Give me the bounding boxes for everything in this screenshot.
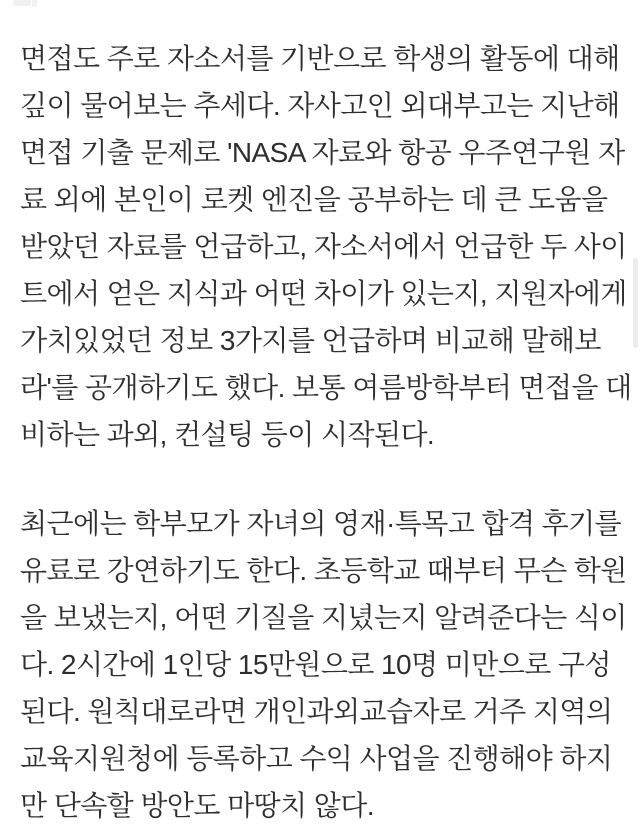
- text-line: 료 외에 본인이 로켓 엔진을 공부하는 데 큰 도움을: [20, 184, 608, 215]
- text-line: 깊이 물어보는 추세다. 자사고인 외대부고는 지난해: [20, 90, 620, 121]
- text-line: 다. 2시간에 1인당 15만원으로 10명 미만으로 구성: [20, 649, 611, 680]
- clipped-text-fragment: [32, 0, 37, 7]
- text-line: 을 보냈는지, 어떤 기질을 지녔는지 알려준다는 식이: [20, 602, 627, 633]
- text-line: 최근에는 학부모가 자녀의 영재·특목고 합격 후기를: [20, 508, 622, 539]
- text-line: 비하는 과외, 컨설팅 등이 시작된다.: [20, 419, 435, 450]
- text-line: 된다. 원칙대로라면 개인과외교습자로 거주 지역의: [20, 696, 613, 727]
- scrollbar-thumb[interactable]: [633, 258, 638, 348]
- text-line: 유료로 강연하기도 한다. 초등학교 때부터 무슨 학원: [20, 555, 627, 586]
- text-line: 받았던 자료를 언급하고, 자소서에서 언급한 두 사이: [20, 231, 627, 262]
- article-paragraph: [20, 500, 627, 828]
- text-line: 만 단속할 방안도 마땅치 않다.: [20, 790, 374, 821]
- article-body: [20, 35, 632, 828]
- text-line: 가치있었던 정보 3가지를 언급하며 비교해 말해보: [20, 325, 601, 356]
- text-line: 트에서 얻은 지식과 어떤 차이가 있는지, 지원자에게: [20, 278, 627, 309]
- text-line: 라'를 공개하기도 했다. 보통 여름방학부터 면접을 대: [20, 372, 632, 403]
- text-line: 면접 기출 문제로 'NASA 자료와 항공 우주연구원 자: [20, 137, 625, 168]
- article-paragraph: [20, 35, 632, 458]
- text-line: 교육지원청에 등록하고 수익 사업을 진행해야 하지: [20, 743, 613, 774]
- clipped-text-fragment: [13, 0, 31, 6]
- text-line: 면접도 주로 자소서를 기반으로 학생의 활동에 대해: [20, 43, 620, 74]
